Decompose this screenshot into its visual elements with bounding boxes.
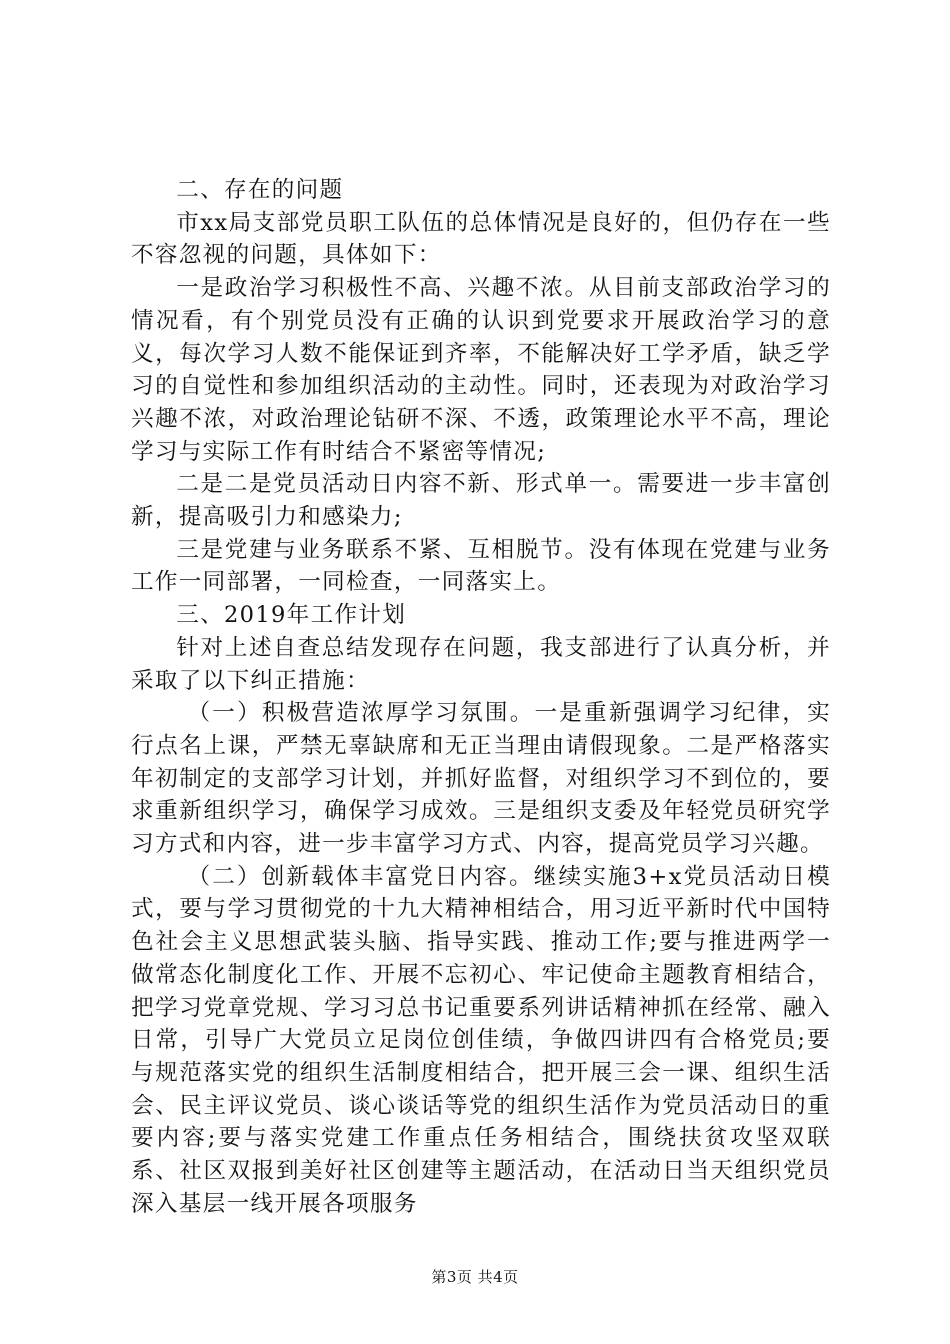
paragraph-problem-3: 三是党建与业务联系不紧、互相脱节。没有体现在党建与业务工作一同部署，一同检查，一同落实上。 bbox=[131, 536, 831, 596]
paragraph-overview: 市xx局支部党员职工队伍的总体情况是良好的，但仍存在一些不容忽视的问题，具体如下： bbox=[131, 209, 831, 269]
document-body bbox=[131, 174, 831, 1221]
paragraph-plan-intro: 针对上述自查总结发现存在问题，我支部进行了认真分析，并采取了以下纠正措施： bbox=[131, 634, 831, 694]
paragraph-measure-2: （二）创新载体丰富党日内容。继续实施3+x党员活动日模式，要与学习贯彻党的十九大精神相结合，用习近平新时代中国特色社会主义思想武装头脑、指导实践、推动工作;要与推进两学一做常态化制度化工作、开展不忘初心、牢记使命主题教育相结合，把学习党章党规、学习习总书记重要系列讲话精神抓在经常、融入日常，引导广大党员立足岗位创佳绩，争做四讲四有合格党员;要与规范落实党的组织生活制度相结合，把开展三会一课、组织生活会、民主评议党员、谈心谈话等党的组织生活作为党员活动日的重要内容;要与落实党建工作重点任务相结合，围绕扶贫攻坚双联系、社区双报到美好社区创建等主题活动，在活动日当天组织党员深入基层一线开展各项服务 bbox=[131, 863, 831, 1217]
paragraph-problem-1: 一是政治学习积极性不高、兴趣不浓。从目前支部政治学习的情况看，有个别党员没有正确的认识到党要求开展政治学习的意义，每次学习人数不能保证到齐率，不能解决好工学矛盾，缺乏学习的自觉性和参加组织活动的主动性。同时，还表现为对政治学习兴趣不浓，对政治理论钻研不深、不透，政策理论水平不高，理论学习与实际工作有时结合不紧密等情况; bbox=[131, 275, 831, 465]
paragraph-measure-1: （一）积极营造浓厚学习氛围。一是重新强调学习纪律，实行点名上课，严禁无辜缺席和无正当理由请假现象。二是严格落实年初制定的支部学习计划，并抓好监督，对组织学习不到位的，要求重新组织学习，确保学习成效。三是组织支委及年轻党员研究学习方式和内容，进一步丰富学习方式、内容，提高党员学习兴趣。 bbox=[131, 700, 831, 858]
page-number-footer: 第3页 共4页 bbox=[431, 1268, 519, 1286]
paragraph-problem-2: 二是二是党员活动日内容不新、形式单一。需要进一步丰富创新，提高吸引力和感染力; bbox=[131, 471, 831, 531]
section-heading-problems: 二、存在的问题 bbox=[176, 177, 344, 203]
section-heading-plan: 三、2019年工作计划 bbox=[176, 602, 407, 629]
